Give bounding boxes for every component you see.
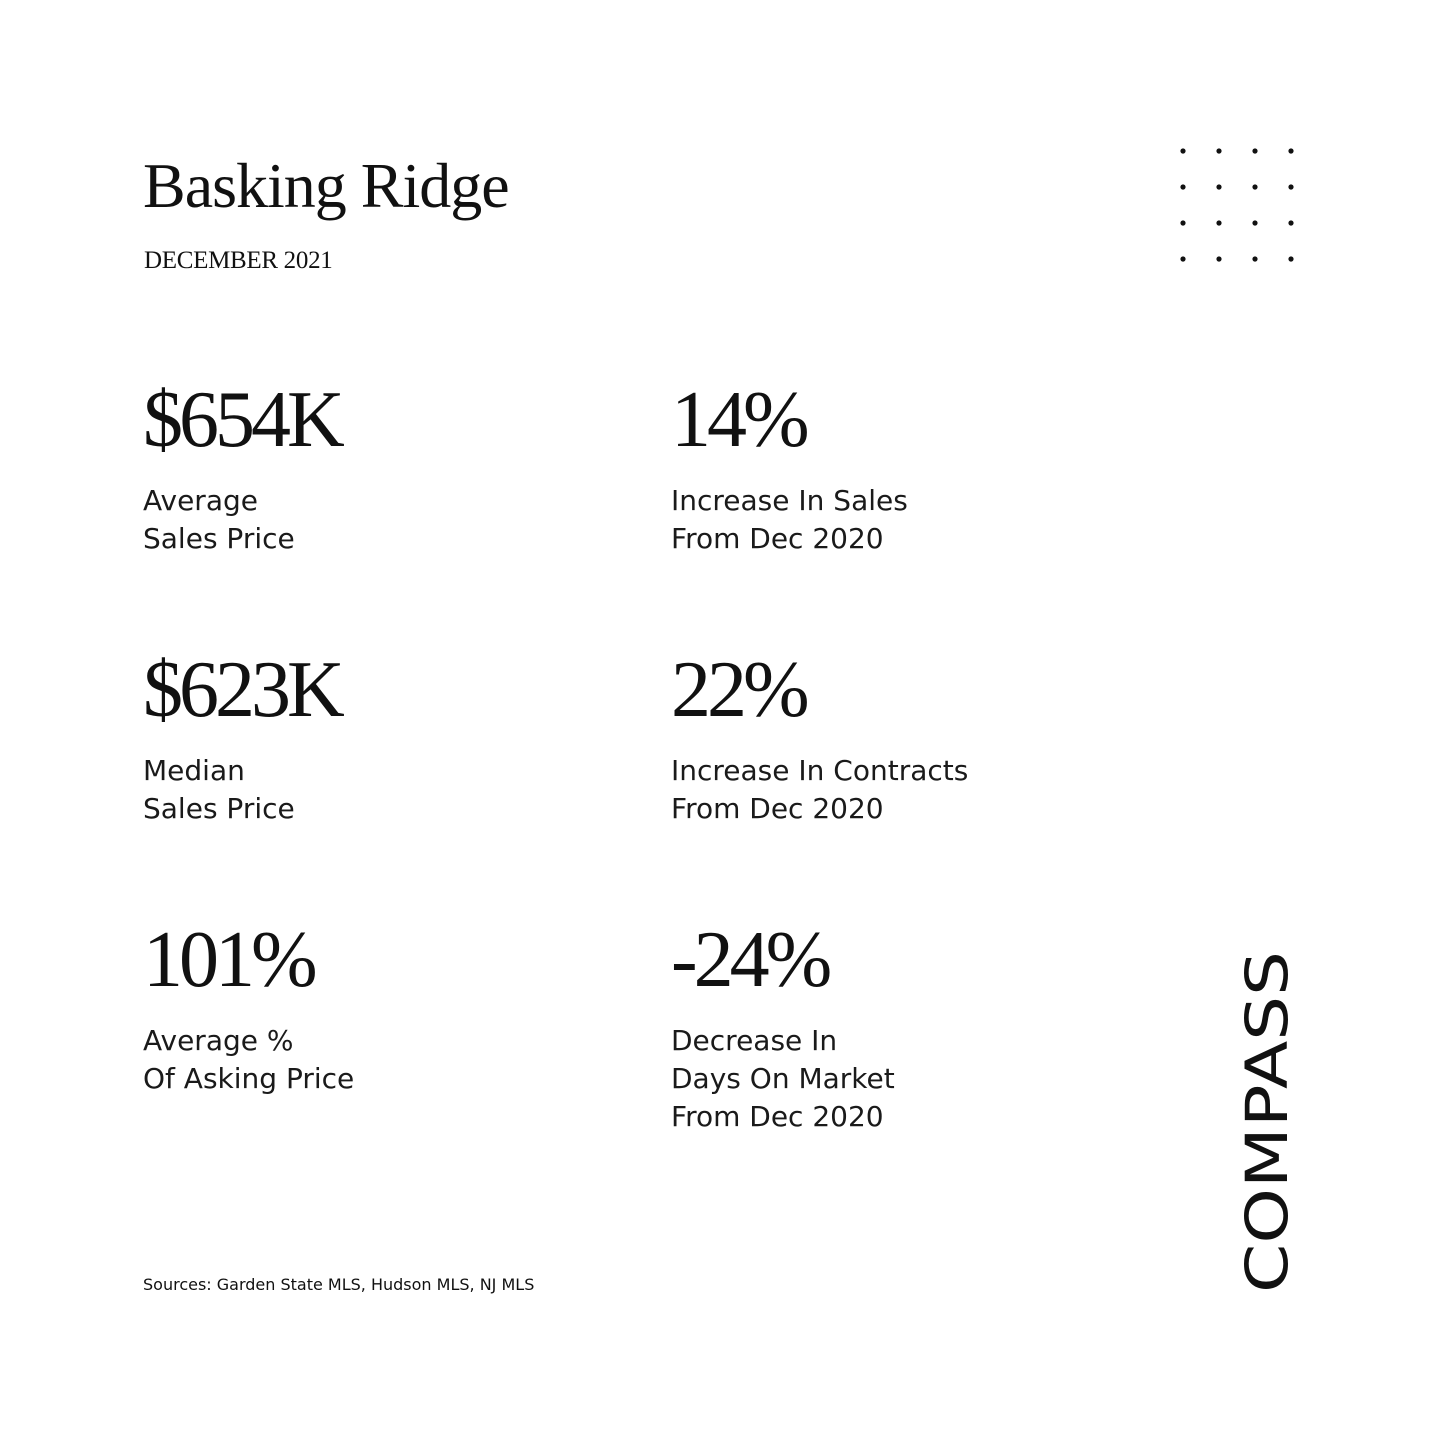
stat-label [143, 752, 623, 828]
decorative-dot [1252, 148, 1257, 153]
stat-value: -24% [671, 916, 829, 1004]
stat-label [671, 752, 1151, 828]
page-title: Basking Ridge [143, 150, 509, 221]
decorative-dot [1252, 220, 1257, 225]
stat-label-line: Days On Market [671, 1062, 895, 1095]
stat-increase-in-contracts [671, 646, 1151, 828]
stat-average-sales-price [143, 376, 623, 558]
decorative-dot [1216, 184, 1221, 189]
stat-label [143, 1022, 623, 1098]
decorative-dot [1216, 220, 1221, 225]
report-date: DECEMBER 2021 [144, 247, 333, 274]
decorative-dot [1180, 148, 1185, 153]
stat-label-line: From Dec 2020 [671, 792, 884, 825]
stat-label-line: From Dec 2020 [671, 522, 884, 555]
stat-days-on-market [671, 916, 1151, 1136]
decorative-dot [1216, 148, 1221, 153]
decorative-dot [1288, 184, 1293, 189]
decorative-dot [1180, 220, 1185, 225]
stat-label [671, 1022, 1151, 1136]
stat-label-line: Median [143, 754, 245, 787]
stat-label-line: Of Asking Price [143, 1062, 355, 1095]
stat-value: $654K [143, 376, 341, 464]
stat-label-line: Decrease In [671, 1024, 838, 1057]
sources-note: Sources: Garden State MLS, Hudson MLS, NJ MLS [143, 1275, 535, 1294]
stat-label-line: Sales Price [143, 792, 295, 825]
stat-median-sales-price [143, 646, 623, 828]
stat-label [143, 482, 623, 558]
stat-label-line: Average % [143, 1024, 294, 1057]
stat-value: 22% [671, 646, 806, 734]
stat-label-line: Average [143, 484, 258, 517]
stat-increase-in-sales [671, 376, 1151, 558]
decorative-dot [1288, 256, 1293, 261]
decorative-dot [1252, 256, 1257, 261]
decorative-dot [1252, 184, 1257, 189]
decorative-dot [1288, 220, 1293, 225]
dot-grid-decoration [1170, 140, 1302, 272]
stat-value: 14% [671, 376, 806, 464]
stat-value: $623K [143, 646, 341, 734]
compass-logo [1232, 948, 1302, 1298]
stat-value: 101% [143, 916, 314, 1004]
decorative-dot [1288, 148, 1293, 153]
stat-label-line: Increase In Sales [671, 484, 908, 517]
decorative-dot [1216, 256, 1221, 261]
stat-average-percent-asking [143, 916, 623, 1098]
compass-logo-text: COMPASS [1233, 1012, 1301, 1293]
decorative-dot [1180, 184, 1185, 189]
stat-label-line: Increase In Contracts [671, 754, 969, 787]
decorative-dot [1180, 256, 1185, 261]
stat-label-line: From Dec 2020 [671, 1100, 884, 1133]
stat-label-line: Sales Price [143, 522, 295, 555]
stat-label [671, 482, 1151, 558]
